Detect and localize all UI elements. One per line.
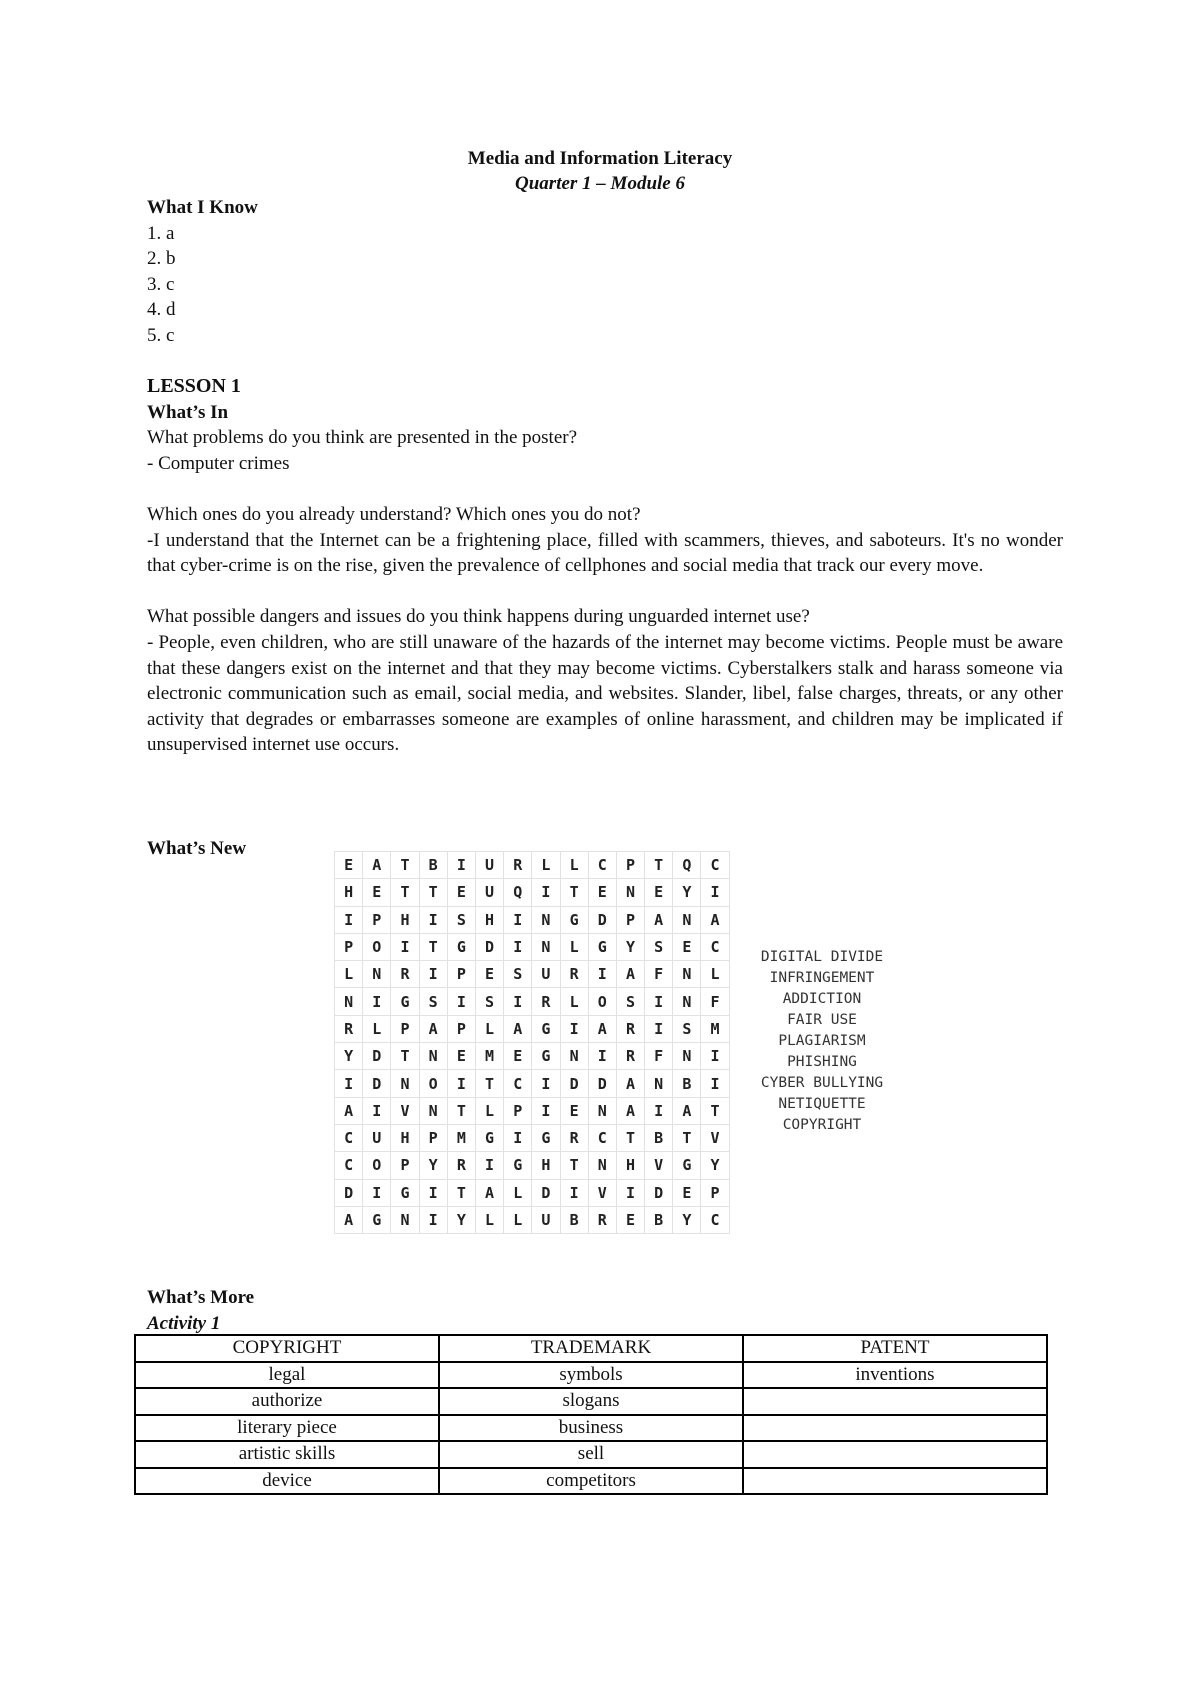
grid-cell: N <box>673 988 701 1015</box>
grid-cell: R <box>560 1124 588 1151</box>
grid-row <box>335 988 730 1015</box>
table-row <box>135 1468 1047 1495</box>
grid-cell: A <box>616 961 644 988</box>
header-patent: PATENT <box>743 1335 1047 1362</box>
grid-cell: O <box>363 1152 391 1179</box>
grid-cell: T <box>560 1152 588 1179</box>
grid-cell: P <box>419 1124 447 1151</box>
grid-row <box>335 1043 730 1070</box>
table-cell <box>743 1441 1047 1468</box>
grid-cell: R <box>616 1015 644 1042</box>
grid-cell: T <box>447 1097 475 1124</box>
table-cell: artistic skills <box>135 1441 439 1468</box>
grid-cell: H <box>532 1152 560 1179</box>
header-trademark: TRADEMARK <box>439 1335 743 1362</box>
lesson-1-section <box>147 374 1063 758</box>
grid-cell: R <box>447 1152 475 1179</box>
grid-cell: L <box>504 1206 532 1233</box>
grid-cell: D <box>560 1070 588 1097</box>
answer-item: 4. d <box>147 299 176 321</box>
grid-cell: G <box>391 1179 419 1206</box>
grid-cell: R <box>588 1206 616 1233</box>
grid-cell: N <box>616 879 644 906</box>
what-i-know-section <box>147 195 1063 349</box>
grid-cell: Y <box>673 879 701 906</box>
document-subtitle: Quarter 1 – Module 6 <box>515 173 685 194</box>
grid-cell: D <box>363 1070 391 1097</box>
table-cell: symbols <box>439 1362 743 1389</box>
grid-cell: I <box>419 1179 447 1206</box>
grid-cell: I <box>701 879 729 906</box>
grid-cell: I <box>504 906 532 933</box>
table-cell: slogans <box>439 1388 743 1415</box>
grid-cell: H <box>475 906 503 933</box>
grid-cell: A <box>504 1015 532 1042</box>
grid-cell: E <box>363 879 391 906</box>
grid-cell: C <box>335 1124 363 1151</box>
table-cell: device <box>135 1468 439 1495</box>
grid-cell: I <box>504 933 532 960</box>
grid-cell: N <box>673 1043 701 1070</box>
grid-cell: I <box>363 1097 391 1124</box>
grid-cell: Q <box>504 879 532 906</box>
grid-cell: G <box>447 933 475 960</box>
whats-more-heading: What’s More <box>147 1287 255 1308</box>
grid-cell: R <box>335 1015 363 1042</box>
grid-row <box>335 906 730 933</box>
answer-item: 2. b <box>147 248 176 270</box>
grid-cell: G <box>532 1124 560 1151</box>
grid-cell: P <box>616 906 644 933</box>
grid-cell: D <box>645 1179 673 1206</box>
answer-1: - Computer crimes <box>147 452 290 474</box>
word-list-item: INFRINGEMENT <box>769 970 875 986</box>
grid-cell: R <box>504 852 532 879</box>
answer-item: 1. a <box>147 222 175 244</box>
grid-cell: P <box>391 1015 419 1042</box>
grid-cell: I <box>645 1097 673 1124</box>
grid-cell: E <box>645 879 673 906</box>
grid-cell: A <box>616 1070 644 1097</box>
grid-cell: I <box>363 1179 391 1206</box>
grid-cell: A <box>673 1097 701 1124</box>
grid-cell: O <box>363 933 391 960</box>
grid-row <box>335 1206 730 1233</box>
grid-cell: N <box>645 1070 673 1097</box>
activity-label: Activity 1 <box>147 1312 221 1334</box>
grid-cell: D <box>363 1043 391 1070</box>
table-row <box>135 1362 1047 1389</box>
grid-cell: G <box>504 1152 532 1179</box>
grid-cell: I <box>335 1070 363 1097</box>
grid-cell: T <box>391 852 419 879</box>
grid-cell: E <box>673 1179 701 1206</box>
grid-row <box>335 1015 730 1042</box>
grid-cell: P <box>363 906 391 933</box>
grid-cell: F <box>645 1043 673 1070</box>
grid-cell: I <box>532 879 560 906</box>
grid-cell: E <box>475 961 503 988</box>
question-2: Which ones do you already understand? Which ones you do not? <box>147 503 641 525</box>
grid-cell: L <box>475 1015 503 1042</box>
grid-cell: B <box>645 1124 673 1151</box>
grid-cell: P <box>616 852 644 879</box>
grid-cell: U <box>475 852 503 879</box>
grid-cell: S <box>616 988 644 1015</box>
grid-cell: E <box>588 879 616 906</box>
grid-row <box>335 1070 730 1097</box>
grid-cell: H <box>391 906 419 933</box>
grid-cell: U <box>363 1124 391 1151</box>
answer-item: 3. c <box>147 273 175 295</box>
grid-row <box>335 852 730 879</box>
grid-cell: V <box>391 1097 419 1124</box>
grid-cell: T <box>645 852 673 879</box>
grid-cell: T <box>673 1124 701 1151</box>
grid-cell: I <box>560 1015 588 1042</box>
grid-cell: F <box>701 988 729 1015</box>
grid-cell: S <box>475 988 503 1015</box>
grid-cell: Y <box>616 933 644 960</box>
table-cell: authorize <box>135 1388 439 1415</box>
ip-table <box>134 1334 1048 1495</box>
grid-cell: F <box>645 961 673 988</box>
grid-cell: N <box>560 1043 588 1070</box>
grid-cell: I <box>560 1179 588 1206</box>
grid-cell: I <box>447 1070 475 1097</box>
grid-cell: N <box>363 961 391 988</box>
grid-cell: L <box>560 852 588 879</box>
grid-cell: S <box>419 988 447 1015</box>
grid-cell: A <box>363 852 391 879</box>
table-cell: inventions <box>743 1362 1047 1389</box>
grid-row <box>335 1152 730 1179</box>
grid-cell: C <box>701 852 729 879</box>
grid-cell: N <box>588 1097 616 1124</box>
grid-cell: I <box>588 1043 616 1070</box>
grid-cell: C <box>701 933 729 960</box>
whats-more-section <box>147 1285 254 1336</box>
grid-cell: I <box>532 1097 560 1124</box>
grid-cell: N <box>532 933 560 960</box>
grid-cell: M <box>475 1043 503 1070</box>
word-list-item: PHISHING <box>787 1054 857 1070</box>
grid-cell: I <box>419 906 447 933</box>
grid-cell: D <box>335 1179 363 1206</box>
grid-cell: T <box>391 1043 419 1070</box>
grid-cell: V <box>645 1152 673 1179</box>
whats-in-heading: What’s In <box>147 401 229 423</box>
word-list-item: NETIQUETTE <box>778 1096 866 1112</box>
grid-cell: H <box>616 1152 644 1179</box>
grid-cell: I <box>419 961 447 988</box>
table-cell: business <box>439 1415 743 1442</box>
grid-cell: R <box>532 988 560 1015</box>
word-search-grid <box>334 851 730 1234</box>
grid-cell: L <box>475 1097 503 1124</box>
grid-cell: T <box>419 879 447 906</box>
grid-cell: Y <box>335 1043 363 1070</box>
question-3: What possible dangers and issues do you think happens during unguarded internet use? <box>147 606 810 628</box>
grid-cell: R <box>560 961 588 988</box>
grid-cell: P <box>391 1152 419 1179</box>
grid-cell: L <box>701 961 729 988</box>
grid-row <box>335 933 730 960</box>
grid-cell: A <box>419 1015 447 1042</box>
grid-cell: U <box>475 879 503 906</box>
grid-cell: I <box>645 988 673 1015</box>
grid-cell: C <box>504 1070 532 1097</box>
grid-cell: I <box>447 852 475 879</box>
grid-cell: E <box>447 1043 475 1070</box>
grid-cell: V <box>588 1179 616 1206</box>
grid-cell: E <box>673 933 701 960</box>
grid-cell: N <box>673 906 701 933</box>
grid-cell: R <box>391 961 419 988</box>
grid-cell: A <box>645 906 673 933</box>
table-cell <box>743 1415 1047 1442</box>
grid-cell: G <box>588 933 616 960</box>
table-row <box>135 1415 1047 1442</box>
header-copyright: COPYRIGHT <box>135 1335 439 1362</box>
grid-cell: C <box>335 1152 363 1179</box>
grid-cell: I <box>447 988 475 1015</box>
grid-cell: N <box>673 961 701 988</box>
grid-cell: I <box>391 933 419 960</box>
grid-cell: A <box>335 1097 363 1124</box>
grid-cell: A <box>335 1206 363 1233</box>
word-list-item: ADDICTION <box>782 991 862 1007</box>
grid-cell: L <box>335 961 363 988</box>
what-i-know-heading: What I Know <box>147 197 258 218</box>
grid-cell: D <box>588 1070 616 1097</box>
grid-cell: N <box>419 1043 447 1070</box>
table-cell: sell <box>439 1441 743 1468</box>
grid-cell: G <box>363 1206 391 1233</box>
word-list-item: FAIR USE <box>787 1012 857 1028</box>
grid-cell: I <box>419 1206 447 1233</box>
grid-cell: A <box>616 1097 644 1124</box>
grid-cell: P <box>447 961 475 988</box>
grid-cell: Y <box>447 1206 475 1233</box>
grid-cell: D <box>475 933 503 960</box>
grid-cell: C <box>588 852 616 879</box>
grid-cell: N <box>335 988 363 1015</box>
grid-cell: I <box>335 906 363 933</box>
grid-cell: S <box>447 906 475 933</box>
grid-cell: H <box>391 1124 419 1151</box>
grid-row <box>335 1179 730 1206</box>
grid-cell: A <box>588 1015 616 1042</box>
grid-cell: P <box>447 1015 475 1042</box>
grid-cell: G <box>532 1043 560 1070</box>
grid-cell: C <box>701 1206 729 1233</box>
grid-cell: I <box>504 1124 532 1151</box>
table-cell: legal <box>135 1362 439 1389</box>
grid-row <box>335 1124 730 1151</box>
answer-item: 5. c <box>147 324 175 346</box>
grid-cell: L <box>363 1015 391 1042</box>
grid-cell: Y <box>701 1152 729 1179</box>
grid-cell: T <box>391 879 419 906</box>
grid-cell: I <box>363 988 391 1015</box>
grid-cell: S <box>504 961 532 988</box>
grid-cell: U <box>532 961 560 988</box>
grid-cell: L <box>475 1206 503 1233</box>
grid-cell: H <box>335 879 363 906</box>
grid-cell: O <box>588 988 616 1015</box>
grid-cell: N <box>391 1206 419 1233</box>
grid-cell: U <box>532 1206 560 1233</box>
grid-cell: D <box>588 906 616 933</box>
grid-cell: I <box>532 1070 560 1097</box>
table-row <box>135 1388 1047 1415</box>
grid-cell: I <box>504 988 532 1015</box>
grid-cell: E <box>504 1043 532 1070</box>
grid-cell: N <box>532 906 560 933</box>
grid-cell: L <box>560 933 588 960</box>
grid-cell: M <box>701 1015 729 1042</box>
grid-row <box>335 961 730 988</box>
grid-cell: B <box>673 1070 701 1097</box>
word-list-item: COPYRIGHT <box>782 1117 862 1133</box>
grid-cell: E <box>447 879 475 906</box>
answer-3: - People, even children, who are still unaware of the hazards of the internet may become victims. People must be aware that these dangers exist on the internet and that they may become victims. Cyberstalkers stalk and harass someone via electronic communication such as email, social media, and websites. Slander, libel, false charges, threats, or any other activity that degrades or embarrasses someone are examples of online harassment, and children may be implicated if unsupervised internet use occurs. <box>147 631 1063 756</box>
grid-cell: L <box>560 988 588 1015</box>
grid-cell: N <box>588 1152 616 1179</box>
table-header-row <box>135 1335 1047 1362</box>
grid-cell: T <box>560 879 588 906</box>
grid-cell: I <box>701 1043 729 1070</box>
grid-cell: B <box>645 1206 673 1233</box>
grid-cell: D <box>532 1179 560 1206</box>
question-1: What problems do you think are presented in the poster? <box>147 427 578 449</box>
grid-cell: N <box>419 1097 447 1124</box>
grid-cell: E <box>616 1206 644 1233</box>
grid-cell: V <box>701 1124 729 1151</box>
grid-cell: T <box>701 1097 729 1124</box>
document-title: Media and Information Literacy <box>467 148 733 169</box>
grid-cell: N <box>391 1070 419 1097</box>
grid-cell: E <box>560 1097 588 1124</box>
grid-cell: M <box>447 1124 475 1151</box>
grid-cell: T <box>475 1070 503 1097</box>
grid-cell: B <box>560 1206 588 1233</box>
grid-cell: C <box>588 1124 616 1151</box>
grid-cell: I <box>701 1070 729 1097</box>
grid-cell: G <box>673 1152 701 1179</box>
grid-cell: Y <box>673 1206 701 1233</box>
grid-cell: O <box>419 1070 447 1097</box>
grid-cell: A <box>475 1179 503 1206</box>
word-list-item: DIGITAL DIVIDE <box>760 949 884 965</box>
grid-cell: I <box>645 1015 673 1042</box>
grid-cell: Y <box>419 1152 447 1179</box>
grid-cell: I <box>588 961 616 988</box>
grid-cell: E <box>335 852 363 879</box>
grid-row <box>335 879 730 906</box>
grid-cell: P <box>504 1097 532 1124</box>
grid-cell: P <box>335 933 363 960</box>
grid-cell: T <box>419 933 447 960</box>
lesson-label: LESSON 1 <box>147 375 241 397</box>
grid-cell: B <box>419 852 447 879</box>
grid-cell: L <box>532 852 560 879</box>
grid-cell: T <box>447 1179 475 1206</box>
grid-cell: A <box>701 906 729 933</box>
table-cell <box>743 1388 1047 1415</box>
grid-cell: G <box>560 906 588 933</box>
grid-row <box>335 1097 730 1124</box>
grid-cell: S <box>645 933 673 960</box>
word-list-item: CYBER BULLYING <box>760 1075 884 1091</box>
answer-2: -I understand that the Internet can be a frightening place, filled with scammers, thieves, and saboteurs. It's no wonder that cyber-crime is on the rise, given the prevalence of cellphones and social media that track our every move. <box>147 529 1063 577</box>
word-list-item: PLAGIARISM <box>778 1033 866 1049</box>
grid-cell: T <box>616 1124 644 1151</box>
word-search-list <box>752 947 892 1136</box>
grid-cell: I <box>475 1152 503 1179</box>
grid-cell: Q <box>673 852 701 879</box>
grid-cell: R <box>616 1043 644 1070</box>
table-row <box>135 1441 1047 1468</box>
table-cell: competitors <box>439 1468 743 1495</box>
grid-cell: G <box>475 1124 503 1151</box>
table-cell <box>743 1468 1047 1495</box>
table-cell: literary piece <box>135 1415 439 1442</box>
grid-cell: G <box>391 988 419 1015</box>
grid-cell: G <box>532 1015 560 1042</box>
grid-cell: I <box>616 1179 644 1206</box>
grid-cell: P <box>701 1179 729 1206</box>
whats-new-heading: What’s New <box>147 838 247 859</box>
grid-cell: S <box>673 1015 701 1042</box>
grid-cell: L <box>504 1179 532 1206</box>
